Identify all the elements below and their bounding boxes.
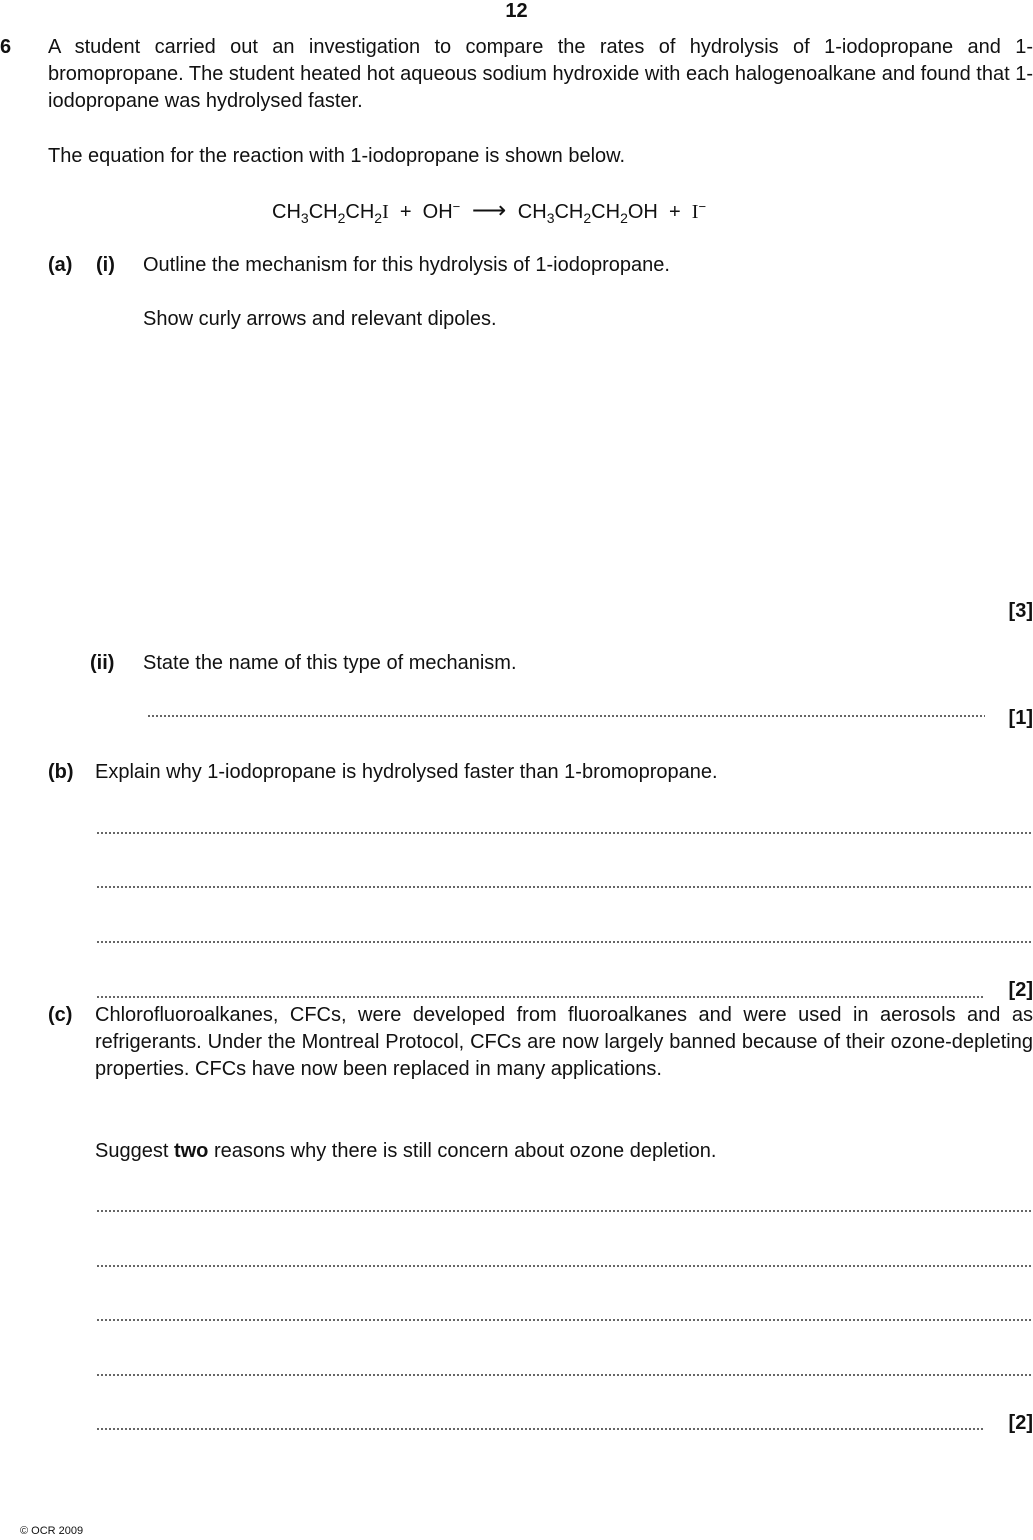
answer-line[interactable] [96, 1374, 1032, 1376]
mechanism-answer-space[interactable] [143, 340, 1023, 585]
part-c-label: (c) [48, 1004, 73, 1026]
reactant-2: OH− [422, 199, 461, 223]
part-b-label: (b) [48, 761, 74, 783]
plus-sign: + [399, 201, 412, 223]
part-a-i-instruction: Show curly arrows and relevant dipoles. [143, 308, 497, 330]
part-a-ii-label: (ii) [90, 652, 115, 674]
part-a-i-marks: [3] [1008, 600, 1033, 622]
reactant-1: $CH_3CH_2CH_2I$ [272, 201, 389, 226]
answer-line[interactable] [96, 886, 1032, 888]
equation-intro: The equation for the reaction with 1-iodopropane is shown below. [48, 145, 626, 167]
product-1: $CH_3CH_2CH_2OH$ [517, 201, 658, 226]
part-b-text: Explain why 1-iodopropane is hydrolysed faster than 1-bromopropane. [95, 761, 718, 783]
answer-line[interactable] [96, 941, 1032, 943]
part-a-label: (a) [48, 254, 73, 276]
plus-sign: + [668, 201, 681, 223]
answer-line[interactable] [96, 1210, 1032, 1212]
part-c-marks: [2] [1008, 1412, 1033, 1434]
page-number: 12 [505, 0, 528, 22]
answer-line[interactable] [147, 715, 985, 717]
part-c-prompt: Suggest two reasons why there is still concern about ozone depletion. [95, 1140, 717, 1162]
part-b-marks: [2] [1008, 979, 1033, 1001]
copyright-footer: © OCR 2009 [20, 1525, 84, 1537]
question-intro: A student carried out an investigation to compare the rates of hydrolysis of 1-iodopropane and 1-bromopropane. The student heated hot aqueous sodium hydroxide with each halogenoalkane and found that 1-iodopropane was hydrolysed faster. [48, 36, 1033, 112]
answer-line[interactable] [96, 1319, 1032, 1321]
part-a-i-text: Outline the mechanism for this hydrolysis of 1-iodopropane. [143, 254, 670, 276]
answer-line[interactable] [96, 1428, 984, 1430]
part-a-i-label: (i) [96, 254, 115, 276]
part-c-text: Chlorofluoroalkanes, CFCs, were developed from fluoroalkanes and were used in aerosols and as refrigerants. Under the Montreal Protocol, CFCs are now largely banned because of their ozone-depleting properties. CFCs have now been replaced in many applications. [95, 1004, 1033, 1080]
answer-line[interactable] [96, 832, 1032, 834]
answer-line[interactable] [96, 1265, 1032, 1267]
chemical-equation [272, 197, 706, 226]
part-a-ii-marks: [1] [1008, 707, 1033, 729]
answer-line[interactable] [96, 996, 984, 998]
product-2: I− [691, 199, 707, 223]
part-a-ii-text: State the name of this type of mechanism. [143, 652, 517, 674]
reaction-arrow-icon: ⟶ [471, 197, 507, 224]
question-number: 6 [0, 36, 12, 58]
